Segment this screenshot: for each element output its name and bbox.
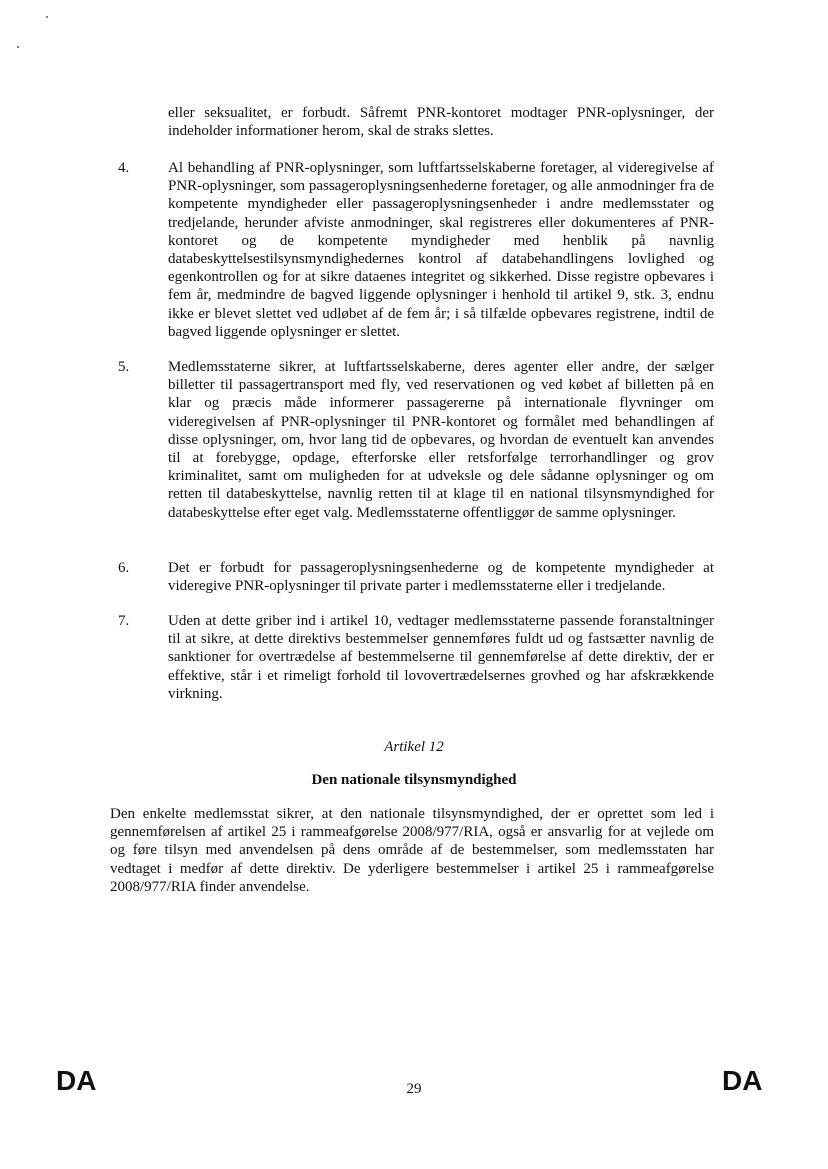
paragraph-5 bbox=[118, 358, 714, 522]
paragraph-7 bbox=[118, 612, 714, 703]
language-code-left: DA bbox=[56, 1065, 97, 1096]
paragraph-text: Medlemsstaterne sikrer, at luftfartsselskaberne, deres agenter eller andre, der sælger billetter til passagertransport med fly, ved reservationen og ved købet af billetten på en klar og præcis måde informerer passagererne på internationale flyvninger om videregivelsen af PNR-oplysninger til PNR-kontoret og formålet med behandlingen af disse oplysninger, om, hvor lang tid de opbevares, og hvordan de eventuelt kan anvendes til at forebygge, opdage, efterforske eller retsforfølge terrorhandlinger og grov kriminalitet, samt om muligheden for at udveksle og dele sådanne oplysninger og om retten til databeskyttelse, navnlig retten til at klage til en national tilsynsmyndighed for databeskyttelse efter eget valg. Medlemsstaterne offentliggør de samme oplysninger. bbox=[168, 359, 714, 521]
paragraph-number: 6. bbox=[118, 560, 130, 576]
paragraph-text: Det er forbudt for passageroplysningsenhederne og de kompetente myndigheder at videregive PNR-oplysninger til private parter i medlemsstaterne eller i tredjelande. bbox=[168, 560, 714, 595]
scan-speck bbox=[17, 46, 19, 48]
language-code-right: DA bbox=[722, 1065, 763, 1096]
paragraph-4 bbox=[118, 159, 714, 341]
paragraph-6 bbox=[118, 559, 714, 595]
paragraph-text: Al behandling af PNR-oplysninger, som luftfartsselskaberne foretager, al videregivelse af PNR-oplysninger, som passageroplysningsenhederne foretager, og alle anmodninger fra de kompetente myndigheder eller passageroplysningsenheder i andre medlemsstater og tredjelande, herunder afviste anmodninger, skal registreres eller dokumenteres af PNR-kontoret og de kompetente myndigheder med henblik på navnlig databeskyttelsestilsynsmyndighedernes kontrol af databehandlingens lovlighed og egenkontrollen og for at sikre dataenes integritet og sikkerhed. Disse registre opbevares i fem år, medmindre de bagved liggende oplysninger i henhold til artikel 9, stk. 3, endnu ikke er blevet slettet ved udløbet af de fem år; i så tilfælde opbevares registrene, indtil de bagved liggende oplysninger er slettet. bbox=[168, 160, 714, 340]
paragraph-text: Uden at dette griber ind i artikel 10, vedtager medlemsstaterne passende foranstaltninger til at sikre, at dette direktivs bestemmelser gennemføres fuldt ud og fastsætter navnlig de sanktioner for overtrædelse af bestemmelserne til gennemførelse af dette direktiv, der er effektive, står i et rimeligt forhold til lovovertrædelsernes grovhed og har afskrækkende virkning. bbox=[168, 613, 714, 702]
paragraph-number: 5. bbox=[118, 359, 130, 375]
article-title: Den nationale tilsynsmyndighed bbox=[311, 772, 517, 788]
scan-speck bbox=[46, 16, 48, 18]
article-label: Artikel 12 bbox=[384, 739, 444, 755]
paragraph-number: 4. bbox=[118, 160, 130, 176]
page-number: 29 bbox=[406, 1081, 422, 1097]
intro-continuation: eller seksualitet, er forbudt. Såfremt PNR-kontoret modtager PNR-oplysninger, der indeholder informationer herom, skal de straks slettes. bbox=[168, 105, 714, 140]
article-body: Den enkelte medlemsstat sikrer, at den nationale tilsynsmyndighed, der er oprettet som led i gennemførelsen af artikel 25 i rammeafgørelse 2008/977/RIA, også er ansvarlig for at vejlede om og føre tilsyn med anvendelsen på dens område af de bestemmelser, som medlemsstaten har vedtaget i medfør af dette direktiv. De yderligere bestemmelser i artikel 25 i rammeafgørelse 2008/977/RIA finder anvendelse. bbox=[110, 806, 714, 895]
paragraph-number: 7. bbox=[118, 613, 130, 629]
